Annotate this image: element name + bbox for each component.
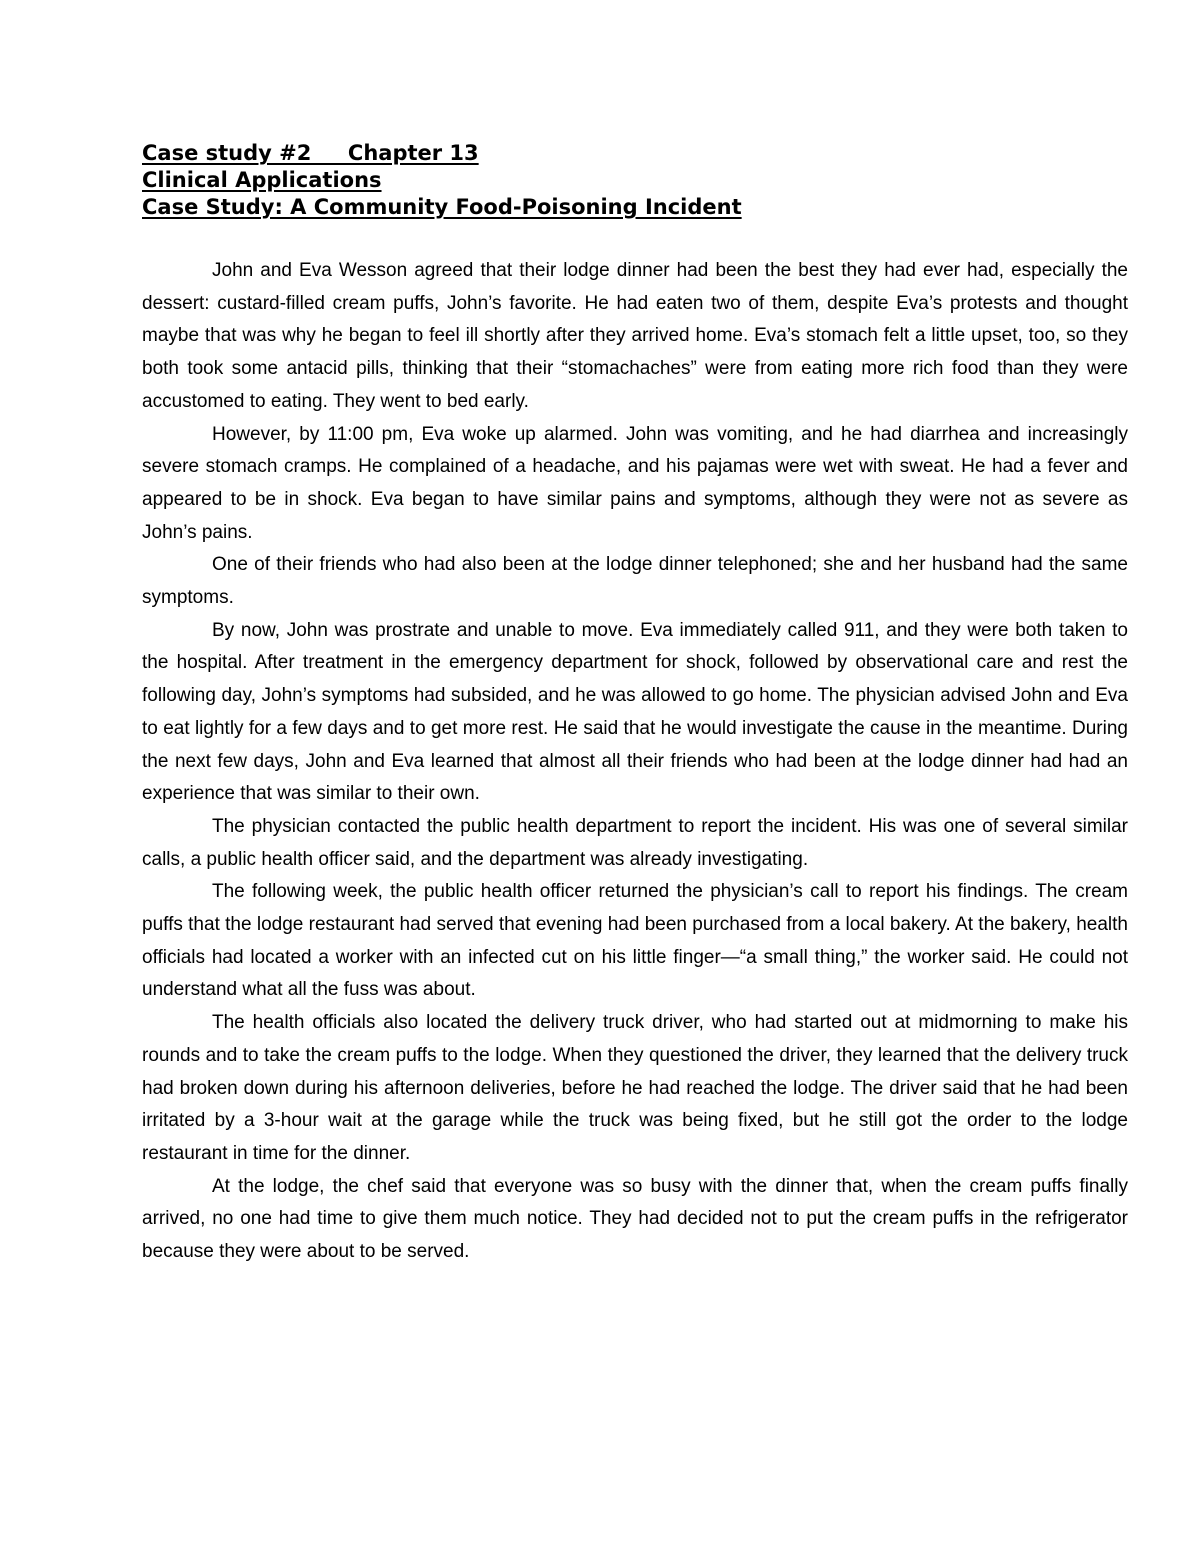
paragraph: At the lodge, the chef said that everyone was so busy with the dinner that, when the cream puffs finally arrived, no one had time to give them much notice. They had decided not to put the cream puffs in the refrigerator because they were about to be served. [142, 1175, 1128, 1263]
heading-case-study-chapter: Case study #2 Chapter 13 [142, 141, 479, 165]
heading-clinical-applications: Clinical Applications [142, 168, 382, 192]
heading-case-study-title: Case Study: A Community Food-Poisoning Incident [142, 195, 742, 219]
paragraph: John and Eva Wesson agreed that their lodge dinner had been the best they had ever had, especially the dessert: custard-filled cream puffs, John’s favorite. He had eaten two of them, despite Eva’s protests and thought maybe that was why he began to feel ill shortly after they arrived home. Eva’s stomach felt a little upset, too, so they both took some antacid pills, thinking that their “stomachaches” were from eating more rich food than they were accustomed to eating. They went to bed early. [142, 260, 1128, 412]
document-body [142, 255, 1128, 1269]
paragraph: The health officials also located the delivery truck driver, who had started out at midmorning to make his rounds and to take the cream puffs to the lodge. When they questioned the driver, they learned that the delivery truck had broken down during his afternoon deliveries, before he had reached the lodge. The driver said that he had been irritated by a 3-hour wait at the garage while the truck was being fixed, but he still got the order to the lodge restaurant in time for the dinner. [142, 1012, 1128, 1164]
paragraph: However, by 11:00 pm, Eva woke up alarmed. John was vomiting, and he had diarrhea and increasingly severe stomach cramps. He complained of a headache, and his pajamas were wet with sweat. He had a fever and appeared to be in shock. Eva began to have similar pains and symptoms, although they were not as severe as John’s pains. [142, 423, 1128, 543]
paragraph: By now, John was prostrate and unable to move. Eva immediately called 911, and they were both taken to the hospital. After treatment in the emergency department for shock, followed by observational care and rest the following day, John’s symptoms had subsided, and he was allowed to go home. The physician advised John and Eva to eat lightly for a few days and to get more rest. He said that he would investigate the cause in the meantime. During the next few days, John and Eva learned that almost all their friends who had been at the lodge dinner had had an experience that was similar to their own. [142, 619, 1128, 805]
document-content [142, 140, 1128, 1269]
paragraph: One of their friends who had also been at the lodge dinner telephoned; she and her husband had the same symptoms. [142, 554, 1128, 609]
paragraph: The physician contacted the public health department to report the incident. His was one of several similar calls, a public health officer said, and the department was already investigating. [142, 815, 1128, 870]
heading-block [142, 140, 1128, 221]
paragraph: The following week, the public health officer returned the physician’s call to report his findings. The cream puffs that the lodge restaurant had served that evening had been purchased from a local bakery. At the bakery, health officials had located a worker with an infected cut on his little finger—“a small thing,” the worker said. He could not understand what all the fuss was about. [142, 881, 1128, 1001]
